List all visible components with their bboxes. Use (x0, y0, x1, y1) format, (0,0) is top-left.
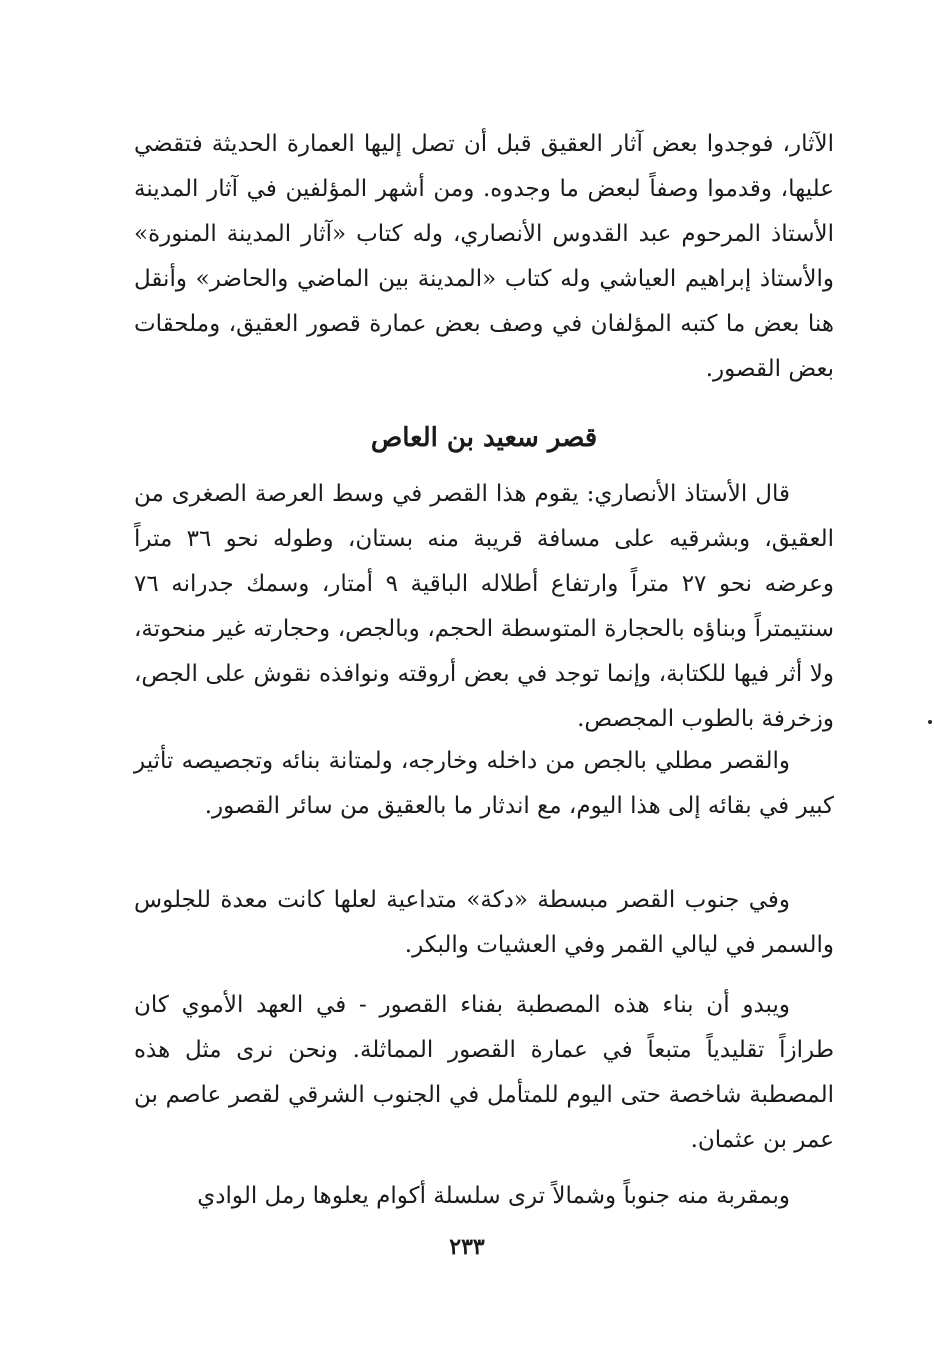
paragraph-bench: وفي جنوب القصر مبسطة «دكة» متداعية لعلها كانت معدة للجلوس والسمر في ليالي القمر وفي العشيات والبكر. (134, 887, 834, 958)
section-heading: قصر سعيد بن العاص (370, 423, 598, 453)
paragraph-umayyad-style: ويبدو أن بناء هذه المصطبة بفناء القصور - في العهد الأموي كان طرازاً تقليدياً متبعاً في عمارة القصور المماثلة. ونحن نرى مثل هذه المصطبة شاخصة حتى اليوم للمتأمل في الجنوب الشرقي لقصر عاصم بن عمر بن عثمان. (134, 992, 834, 1153)
paragraph-mounds: وبمقربة منه جنوباً وشمالاً ترى سلسلة أكوام يعلوها رمل الوادي (197, 1183, 790, 1209)
scan-speck (928, 720, 932, 724)
paragraph-plaster: والقصر مطلي بالجص من داخله وخارجه، ولمتانة بنائه وتجصيصه تأثير كبير في بقائه إلى هذا اليوم، مع اندثار ما بالعقيق من سائر القصور. (134, 748, 834, 819)
paragraph-palace-description: قال الأستاذ الأنصاري: يقوم هذا القصر في وسط العرصة الصغرى من العقيق، وبشرقيه على مسافة قريبة منه بستان، وطوله نحو ٣٦ متراً وعرضه نحو ٢٧ متراً وارتفاع أطلاله الباقية ٩ أمتار، وسمك جدرانه ٧٦ سنتيمتراً وبناؤه بالحجارة المتوسطة الحجم، وبالجص، وحجارته غير منحوتة، ولا أثر فيها للكتابة، وإنما توجد في بعض أروقته ونوافذه نقوش على الجص، وزخرفة بالطوب المجصص. (134, 481, 835, 732)
intro-paragraph: الآثار، فوجدوا بعض آثار العقيق قبل أن تصل إليها العمارة الحديثة فتقضي عليها، وقدموا وصفاً لبعض ما وجدوه. ومن أشهر المؤلفين في آثار المدينة الأستاذ المرحوم عبد القدوس الأنصاري، وله كتاب «آثار المدينة المنورة» والأستاذ إبراهيم العياشي وله كتاب «المدينة بين الماضي والحاضر» وأنقل هنا بعض ما كتبه المؤلفان في وصف بعض عمارة قصور العقيق، وملحقات بعض القصور. (134, 131, 834, 382)
page-number: ٢٣٣ (449, 1234, 485, 1260)
